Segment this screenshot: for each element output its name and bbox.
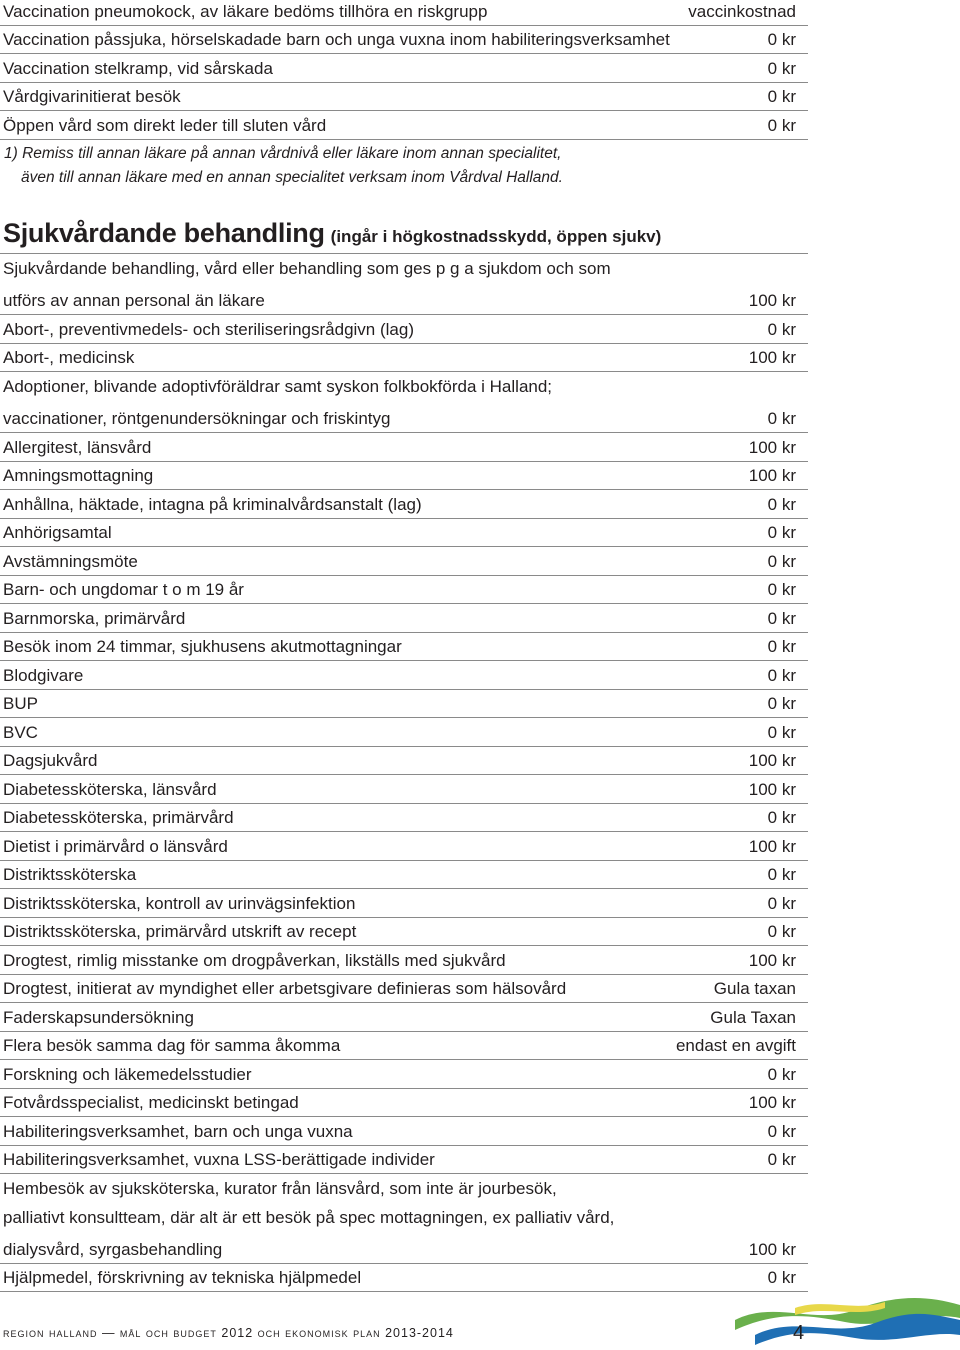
fee-row	[0, 690, 808, 719]
fee-label: Faderskapsundersökning	[3, 1007, 194, 1027]
fee-label: Habiliteringsverksamhet, vuxna LSS-berättigade individer	[3, 1150, 435, 1169]
fee-row	[0, 661, 808, 690]
fee-label: Avstämningsmöte	[3, 551, 138, 571]
fee-value: 0 kr	[767, 865, 796, 884]
fee-value: 0 kr	[767, 1150, 796, 1169]
fee-value: 100 kr	[748, 466, 796, 485]
fee-label: Vaccination stelkramp, vid sårskada	[3, 58, 273, 78]
fee-label: Amningsmottagning	[3, 466, 154, 485]
fee-label: Barnmorska, primärvård	[3, 608, 186, 628]
fee-label: Habiliteringsverksamhet, barn och unga vuxna	[3, 1121, 353, 1141]
fee-row	[0, 918, 808, 947]
top-fee-table	[0, 0, 808, 140]
fee-value: 100 kr	[748, 836, 796, 856]
section-heading	[3, 218, 661, 249]
footnote-line-1: 1) Remiss till annan läkare på annan vårdnivå eller läkare inom annan specialitet,	[4, 145, 562, 162]
fee-row	[0, 1264, 808, 1293]
section-title: Sjukvårdande behandling	[3, 218, 325, 248]
fee-label: Vaccination pneumokock, av läkare bedöms tillhöra en riskgrupp	[3, 1, 488, 21]
fee-value: 0 kr	[767, 115, 796, 135]
fee-label: Vaccination påssjuka, hörselskadade barn och unga vuxna inom habiliteringsverksamhet	[3, 30, 670, 49]
fee-value: 0 kr	[767, 580, 796, 599]
fee-row	[0, 832, 808, 861]
fee-label: Anhållna, häktade, intagna på kriminalvårdsanstalt (lag)	[3, 494, 422, 514]
fee-row	[0, 633, 808, 662]
fee-value: 100 kr	[748, 1239, 796, 1259]
fee-row	[0, 372, 808, 433]
fee-label-line: Hembesök av sjuksköterska, kurator från länsvård, som inte är jourbesök,	[3, 1179, 557, 1198]
fee-label: Distriktssköterska, kontroll av urinvägsinfektion	[3, 893, 356, 913]
fee-value: 0 kr	[767, 808, 796, 827]
fee-value: 0 kr	[767, 409, 796, 428]
fee-row	[0, 861, 808, 890]
fee-label: Abort-, medicinsk	[3, 348, 135, 367]
fee-value: 0 kr	[767, 319, 796, 339]
fee-label: Dagsjukvård	[3, 751, 98, 770]
fee-value: 0 kr	[767, 551, 796, 571]
fee-label: BVC	[3, 722, 38, 742]
fee-row	[0, 519, 808, 548]
fee-label: Fotvårdsspecialist, medicinskt betingad	[3, 1093, 299, 1112]
fee-row	[0, 576, 808, 605]
fee-value: endast en avgift	[675, 1036, 796, 1055]
fee-label: Drogtest, rimlig misstanke om drogpåverkan, likställs med sjukvård	[3, 950, 506, 970]
region-halland-logo	[735, 1290, 960, 1350]
fee-row	[0, 490, 808, 519]
fee-label: Allergitest, länsvård	[3, 437, 152, 457]
fee-label: Hjälpmedel, förskrivning av tekniska hjälpmedel	[3, 1268, 362, 1287]
fee-label-line: utförs av annan personal än läkare	[3, 291, 265, 310]
fee-row	[0, 462, 808, 491]
fee-row	[0, 975, 808, 1004]
fee-value: 0 kr	[767, 608, 796, 628]
fee-label: Distriktssköterska, primärvård utskrift av recept	[3, 922, 357, 941]
fee-row	[0, 889, 808, 918]
fee-row	[0, 0, 808, 26]
fee-label: Distriktssköterska	[3, 865, 137, 884]
fee-value: 0 kr	[767, 722, 796, 742]
fee-row	[0, 344, 808, 373]
fee-value: 0 kr	[767, 30, 796, 49]
fee-label-line: Sjukvårdande behandling, vård eller behandling som ges p g a sjukdom och som	[3, 259, 611, 278]
fee-row	[0, 83, 808, 112]
footnote-line-2: även till annan läkare med en annan specialitet verksam inom Vårdval Halland.	[21, 169, 563, 186]
fee-value: 0 kr	[767, 523, 796, 542]
fee-value: 100 kr	[748, 348, 796, 367]
fee-value: 0 kr	[767, 87, 796, 106]
fee-row	[0, 946, 808, 975]
fee-value: 0 kr	[767, 58, 796, 78]
fee-value: 0 kr	[767, 893, 796, 913]
fee-row	[0, 111, 808, 140]
fee-row	[0, 1032, 808, 1061]
fee-row	[0, 747, 808, 776]
fee-value: 100 kr	[748, 291, 796, 310]
fee-row	[0, 1174, 808, 1264]
fee-label: Dietist i primärvård o länsvård	[3, 836, 228, 856]
fee-label: Besök inom 24 timmar, sjukhusens akutmottagningar	[3, 637, 402, 656]
fee-value: Gula taxan	[713, 979, 796, 998]
fee-row	[0, 26, 808, 55]
fee-label: Diabetessköterska, primärvård	[3, 808, 234, 827]
fee-label: Vårdgivarinitierat besök	[3, 87, 181, 106]
fee-label: Diabetessköterska, länsvård	[3, 779, 217, 799]
fee-value: vaccinkostnad	[688, 1, 796, 21]
fee-row	[0, 1089, 808, 1118]
fee-value: 0 kr	[767, 1268, 796, 1287]
footer-text: region halland — mål och budget 2012 och ekonomisk plan 2013-2014	[3, 1326, 454, 1340]
fee-label: Öppen vård som direkt leder till sluten vård	[3, 115, 327, 135]
fee-value: 100 kr	[748, 437, 796, 457]
fee-row	[0, 315, 808, 344]
fee-value: 0 kr	[767, 1121, 796, 1141]
fee-value: 0 kr	[767, 1064, 796, 1084]
footnote	[4, 142, 804, 190]
treatment-fee-table	[0, 253, 808, 1292]
fee-row	[0, 718, 808, 747]
fee-row	[0, 1117, 808, 1146]
fee-label: Forskning och läkemedelsstudier	[3, 1064, 252, 1084]
fee-label: Drogtest, initierat av myndighet eller arbetsgivare definieras som hälsovård	[3, 979, 567, 998]
fee-value: 100 kr	[748, 950, 796, 970]
fee-row	[0, 433, 808, 462]
fee-row	[0, 547, 808, 576]
fee-label-line: dialysvård, syrgasbehandling	[3, 1239, 223, 1259]
fee-row	[0, 804, 808, 833]
fee-value: 100 kr	[748, 1093, 796, 1112]
section-subtitle: (ingår i högkostnadsskydd, öppen sjukv)	[330, 227, 662, 246]
fee-value: 100 kr	[748, 779, 796, 799]
fee-row	[0, 604, 808, 633]
fee-row	[0, 254, 808, 315]
fee-row	[0, 54, 808, 83]
fee-value: 0 kr	[767, 694, 796, 713]
fee-value: 0 kr	[767, 922, 796, 941]
fee-value: 0 kr	[767, 665, 796, 685]
fee-row	[0, 1060, 808, 1089]
fee-label-line: vaccinationer, röntgenundersökningar och friskintyg	[3, 409, 391, 428]
fee-value: Gula Taxan	[710, 1007, 796, 1027]
fee-value: 0 kr	[767, 494, 796, 514]
fee-value: 100 kr	[748, 751, 796, 770]
fee-label-line: palliativt konsultteam, där alt är ett besök på spec mottagningen, ex palliativ vård,	[3, 1207, 615, 1227]
page-number: 4	[793, 1322, 805, 1344]
fee-label: BUP	[3, 694, 38, 713]
fee-row	[0, 1146, 808, 1175]
fee-label: Barn- och ungdomar t o m 19 år	[3, 580, 244, 599]
fee-value: 0 kr	[767, 637, 796, 656]
fee-label: Blodgivare	[3, 665, 84, 685]
fee-row	[0, 775, 808, 804]
fee-label: Flera besök samma dag för samma åkomma	[3, 1036, 341, 1055]
fee-row	[0, 1003, 808, 1032]
fee-label-line: Adoptioner, blivande adoptivföräldrar samt syskon folkbokförda i Halland;	[3, 377, 553, 396]
fee-label: Anhörigsamtal	[3, 523, 112, 542]
fee-label: Abort-, preventivmedels- och steriliseringsrådgivn (lag)	[3, 319, 414, 339]
